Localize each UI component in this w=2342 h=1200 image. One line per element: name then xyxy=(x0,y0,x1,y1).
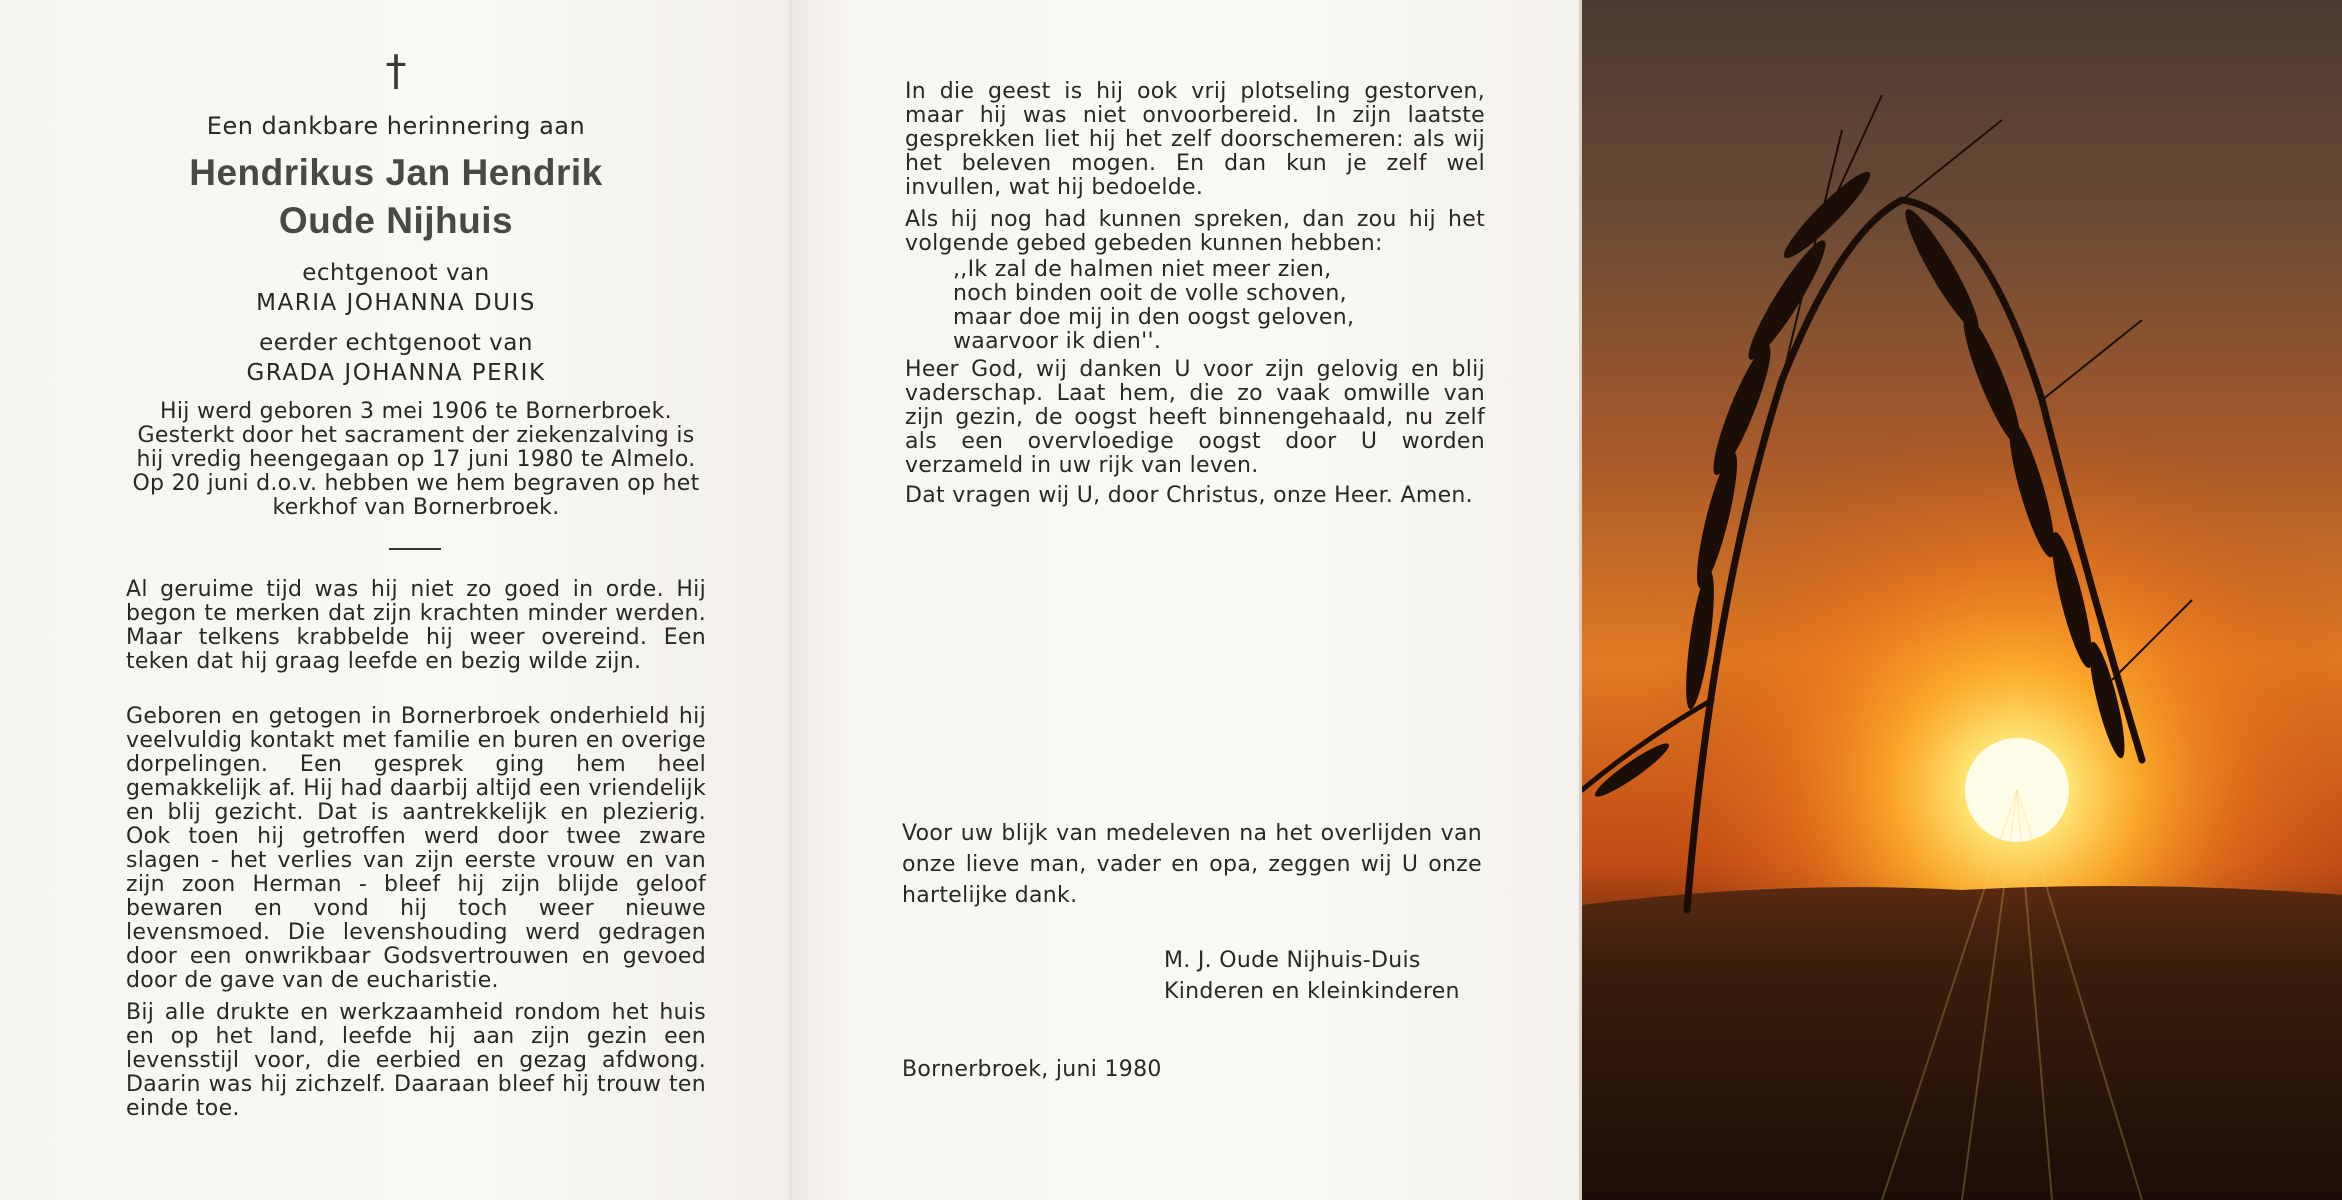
card-left-panel xyxy=(0,0,792,1200)
verse-line: maar doe mij in den oogst geloven, xyxy=(953,305,1355,330)
memorial-paragraph-2: Geboren en getogen in Bornerbroek onderhield hij veelvuldig kontakt met familie en buren en overige dorpelingen. Een gesprek ging hem heel gemakkelijk af. Hij had daarbij altijd een vriendelijk en blij gezicht. Dat is aantrekkelijk en plezierig. Ook toen hij getroffen werd door twee zware slagen - het verlies van zijn eerste vrouw en van zijn zoon Herman - bleef hij zijn blijde geloof bewaren en vond hij toch weer nieuwe levensmoed. Die levenshouding werd gedragen door een onwrikbaar Godsvertrouwen en gevoed door de gave van de eucharistie. xyxy=(126,704,706,993)
verse-line: waarvoor ik dien''. xyxy=(953,329,1162,354)
thanks-text: Voor uw blijk van medeleven na het overlijden van onze lieve man, vader en opa, zeggen wij U onze hartelijke dank. xyxy=(902,821,1482,908)
signature-line-2: Kinderen en kleinkinderen xyxy=(1164,979,1460,1004)
signature-line-1: M. J. Oude Nijhuis-Duis xyxy=(1164,948,1421,973)
card-middle-panel xyxy=(792,0,1579,1200)
cross-icon: † xyxy=(385,46,407,95)
closing-prayer: Dat vragen wij U, door Christus, onze Heer. Amen. xyxy=(905,483,1473,508)
prayer-text: Heer God, wij danken U voor zijn gelovig en blij vaderschap. Laat hem, die zo vaak omwille van zijn gezin, de oogst heeft binnengehaald, nu zelf als een overvloedige oogst door U worden verzameld in uw rijk van leven. xyxy=(905,357,1485,478)
deceased-name-line1: Hendrikus Jan Hendrik xyxy=(189,152,603,193)
memorial-paragraph-3: Bij alle drukte en werkzaamheid rondom het huis en op het land, leefde hij aan zijn gezin een levensstijl voor, die eerbied en gezag afdwong. Daarin was hij zichzelf. Daaraan bleef hij trouw ten einde toe. xyxy=(126,1000,706,1121)
prayer-intro: Als hij nog had kunnen spreken, dan zou hij het volgende gebed gebeden kunnen hebben: xyxy=(905,207,1485,256)
deceased-name-line2: Oude Nijhuis xyxy=(278,200,514,241)
former-spouse-label: eerder echtgenoot van xyxy=(259,330,533,356)
memorial-paragraph-1: Al geruime tijd was hij niet zo goed in orde. Hij begon te merken dat zijn krachten minder werden. Maar telkens krabbelde hij weer overeind. Een teken dat hij graag leefde en bezig wilde zijn. xyxy=(126,577,706,674)
verse-line: noch binden ooit de volle schoven, xyxy=(953,281,1347,306)
section-divider xyxy=(389,548,441,550)
sunset-photo xyxy=(1579,0,2342,1200)
place-and-date: Bornerbroek, juni 1980 xyxy=(902,1057,1162,1082)
biography-text: Hij werd geboren 3 mei 1906 te Bornerbroek. Gesterkt door het sacrament der ziekenzalving is hij vredig heengegaan op 17 juni 1980 te Almelo. Op 20 juni d.o.v. hebben we hem begraven op het kerkhof van Bornerbroek. xyxy=(132,399,700,520)
sunset-wheat-image xyxy=(1582,0,2342,1200)
memorial-paragraph-4: In die geest is hij ook vrij plotseling gestorven, maar hij was niet onvoorbereid. In zijn laatste gesprekken liet hij het zelf doorschemeren: als wij het beleven mogen. En dan kun je zelf wel invullen, wat hij bedoelde. xyxy=(905,79,1485,200)
spouse-name: MARIA JOHANNA DUIS xyxy=(256,290,536,316)
verse-line: ,,Ik zal de halmen niet meer zien, xyxy=(953,257,1332,282)
intro-text: Een dankbare herinnering aan xyxy=(206,112,586,140)
spouse-label: echtgenoot van xyxy=(302,260,490,286)
former-spouse-name: GRADA JOHANNA PERIK xyxy=(246,360,546,386)
